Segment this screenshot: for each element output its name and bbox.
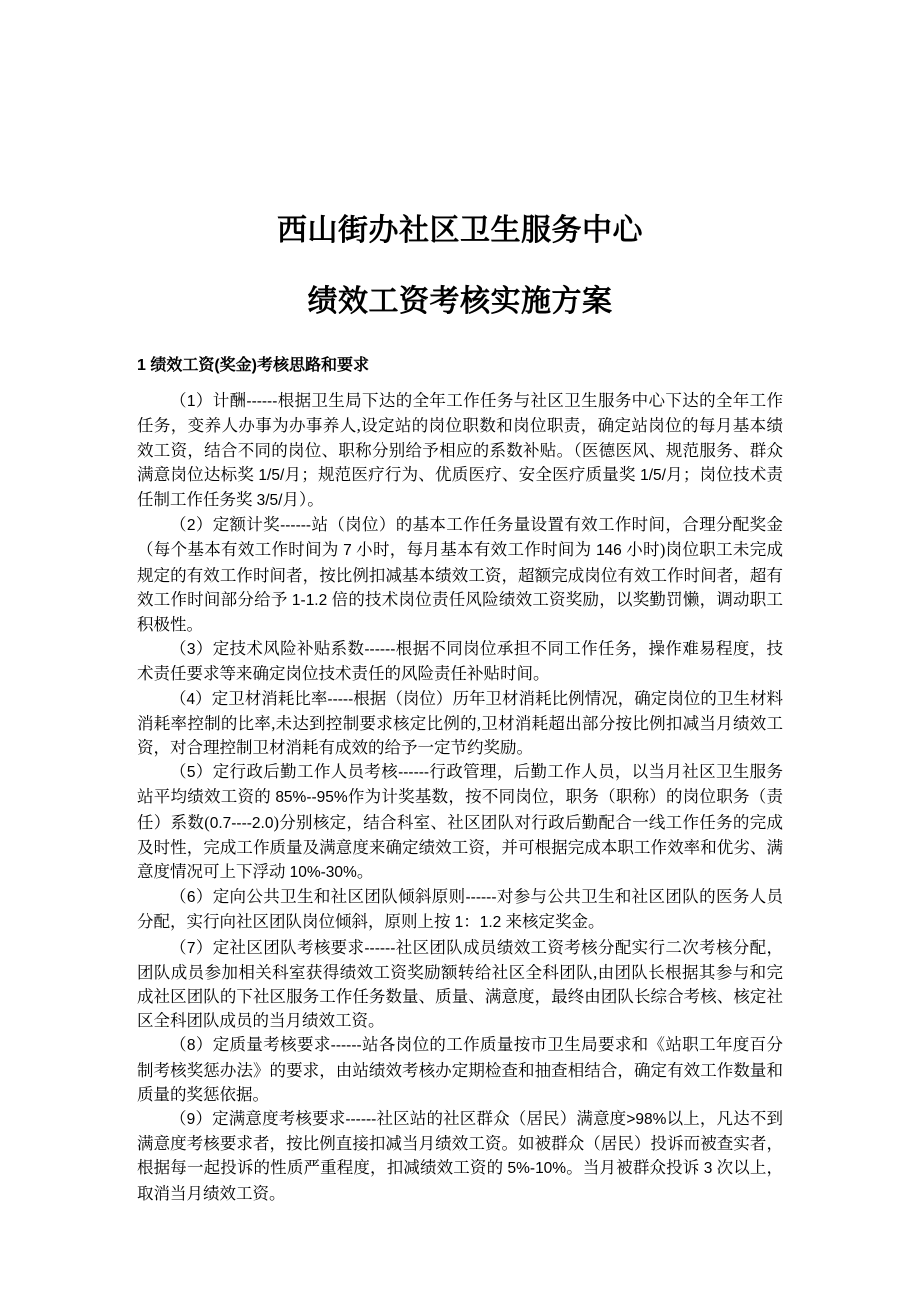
section-heading-1: 1 绩效工资(奖金)考核思路和要求 [137,357,370,374]
body-paragraph-list [137,389,783,1206]
document-title-line-2: 绩效工资考核实施方案 [307,285,613,318]
paragraph-item: （1）计酬------根据卫生局下达的全年工作任务与社区卫生服务中心下达的全年工作任务，变养人办事为办事养人,设定站的岗位职数和岗位职责，确定站岗位的每月基本绩效工资，结合不同的岗位、职称分别给予相应的系数补贴。（医德医风、规范服务、群众满意岗位达标奖 1/5/月；规范医疗行为、优质医疗、安全医疗质量奖 1/5/月；岗位技术责任制工作任务奖 3/5/月）。 [137,391,784,509]
paragraph-item: （6）定向公共卫生和社区团队倾斜原则------对参与公共卫生和社区团队的医务人员分配，实行向社区团队岗位倾斜，原则上按 1：1.2 来核定奖金。 [137,887,784,932]
paragraph-item: （9）定满意度考核要求------社区站的社区群众（居民）满意度>98%以上，凡达不到满意度考核要求者，按比例直接扣减当月绩效工资。如被群众（居民）投诉而被查实者，根据每一起投诉的性质严重程度，扣减绩效工资的 5%-10%。当月被群众投诉 3 次以上，取消当月绩效工资。 [137,1109,784,1203]
document-content [137,0,783,1206]
paragraph-item: （7）定社区团队考核要求------社区团队成员绩效工资考核分配实行二次考核分配，团队成员参加相关科室获得绩效工资奖励额转给社区全科团队,由团队长根据其参与和完成社区团队的下社区服务工作任务数量、质量、满意度，最终由团队长综合考核、核定社区全科团队成员的当月绩效工资。 [137,937,784,1031]
paragraph-item: （8）定质量考核要求------站各岗位的工作质量按市卫生局要求和《站职工年度百分制考核奖惩办法》的要求，由站绩效考核办定期检查和抽查相结合，确定有效工作数量和质量的奖惩依据。 [137,1035,784,1104]
paragraph-item: （4）定卫材消耗比率-----根据（岗位）历年卫材消耗比例情况，确定岗位的卫生材料消耗率控制的比率,未达到控制要求核定比例的,卫材消耗超出部分按比例扣减当月绩效工资，对合理控制卫材消耗有成效的给予一定节约奖励。 [137,688,784,758]
paragraph-item: （5）定行政后勤工作人员考核------行政管理，后勤工作人员，以当月社区卫生服务站平均绩效工资的 85%--95%作为计奖基数，按不同岗位，职务（职称）的岗位职务（责任）系数(0.7----2.0)分别核定，结合科室、社区团队对行政后勤配合一线工作任务的完成及时性，完成工作质量及满意度来确定绩效工资，并可根据完成本职工作效率和优劣、满意度情况可上下浮动 10%-30%。 [137,762,784,882]
document-title-line-1: 西山街办社区卫生服务中心 [277,214,643,247]
paragraph-item: （3）定技术风险补贴系数------根据不同岗位承担不同工作任务，操作难易程度，技术责任要求等来确定岗位技术责任的风险责任补贴时间。 [137,639,784,684]
paragraph-item: （2）定额计奖------站（岗位）的基本工作任务量设置有效工作时间，合理分配奖金（每个基本有效工作时间为 7 小时，每月基本有效工作时间为 146 小时)岗位职工未完成规定的有效工作时间者，按比例扣减基本绩效工资，超额完成岗位有效工作时间者，超有效工作时间部分给予 1-1.2 倍的技术岗位责任风险绩效工资奖励，以奖勤罚懒，调动职工积极性。 [137,515,784,635]
